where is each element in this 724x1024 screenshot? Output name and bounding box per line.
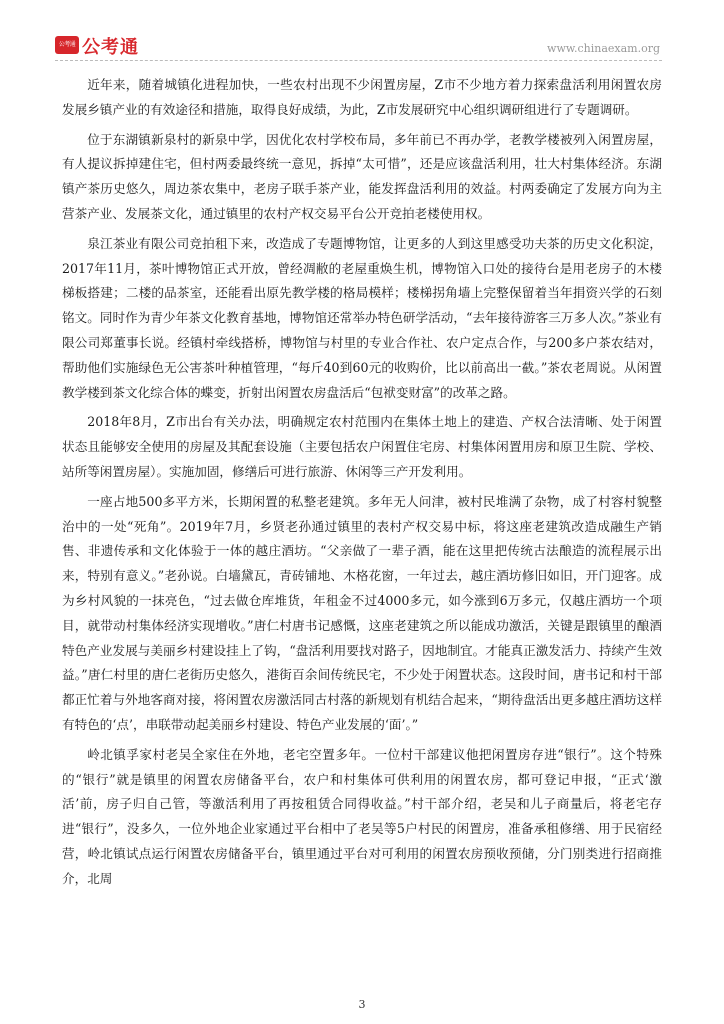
paragraph-4: 2018年8月，Z市出台有关办法，明确规定农村范围内在集体土地上的建造、产权合法清晰、处于闲置状态且能够安全使用的房屋及其配套设施（主要包括农户闲置住宅房、村集体闲置用房和原卫生院、学校、站所等闲置房屋）。实施加固，修缮后可进行旅游、休闲等三产开发利用。 <box>62 414 662 479</box>
page-header <box>0 0 724 64</box>
paragraph-6: 岭北镇孚家村老吴全家住在外地，老宅空置多年。一位村干部建议他把闲置房存进“银行”。这个特殊的“银行”就是镇里的闲置农房储备平台，农户和村集体可供利用的闲置农房，都可登记申报，“正式‘激活’前，房子归自己管，等激活利用了再按租赁合同得收益。”村干部介绍，老吴和儿子商量后，将老宅存进“银行”，没多久，一位外地企业家通过平台相中了老吴等5户村民的闲置房，准备承租修缮、用于民宿经营，岭北镇试点运行闲置农房储备平台，镇里通过平台对可利用的闲置农房预收预储，分门别类进行招商推介，北周 <box>62 746 662 886</box>
article-body <box>62 73 662 897</box>
logo-text: 公考通 <box>82 37 139 58</box>
header-divider <box>55 60 662 61</box>
paragraph-3: 泉江茶业有限公司竞拍租下来，改造成了专题博物馆，让更多的人到这里感受功夫茶的历史文化积淀，2017年11月，茶叶博物馆正式开放，曾经凋敝的老屋重焕生机，博物馆入口处的接待台是用老房子的木楼梯板搭建；二楼的品茶室，还能看出原先教学楼的格局模样；楼梯拐角墙上完整保留着当年捐资兴学的石刻铭文。同时作为青少年茶文化教育基地，博物馆还常举办特色研学活动，“去年接待游客三万多人次。”茶业有限公司郑董事长说。经镇村牵线搭桥，博物馆与村里的专业合作社、农户定点合作，与200多户茶农结对，帮助他们实施绿色无公害茶叶种植管理，“每斤40到60元的收购价，比以前高出一截。”茶农老周说。从闲置教学楼到茶文化综合体的蝶变，折射出闲置农房盘活后“包袱变财富”的改革之路。 <box>62 235 662 400</box>
paragraph-5: 一座占地500多平方米，长期闲置的私整老建筑。多年无人问津，被村民堆满了杂物，成了村容村貌整治中的一处“死角”。2019年7月，乡贤老孙通过镇里的表村产权交易中标，将这座老建筑改造成融生产销售、非遗传承和文化体验于一体的越庄酒坊。“父亲做了一辈子酒，能在这里把传统古法酿造的流程展示出来，特别有意义。”老孙说。白墙黛瓦，青砖铺地、木格花窗，一年过去，越庄酒坊修旧如旧，开门迎客。成为乡村风貌的一抹亮色，“过去做仓库堆货，年租金不过4000多元，如今涨到6万多元，仅越庄酒坊一个项目，就带动村集体经济实现增收。”唐仁村唐书记感慨，这座老建筑之所以能成功激活，关键是跟镇里的酿酒特色产业发展与美丽乡村建设挂上了钩，“盘活利用要找对路子，因地制宜。才能真正激发活力、持续产生效益。”唐仁村里的唐仁老街历史悠久，港街百余间传统民宅，不少处于闲置状态。这段时间，唐书记和村干部都正忙着与外地客商对接，将闲置农房激活同古村落的新规划有机结合起来，“期待盘活出更多越庄酒坊这样有特色的‘点’，串联带动起美丽乡村建设、特色产业发展的‘面’。” <box>62 493 662 732</box>
paragraph-1: 近年来，随着城镇化进程加快，一些农村出现不少闲置房屋，Z市不少地方着力探索盘活利用闲置农房发展乡镇产业的有效途径和措施，取得良好成绩，为此，Z市发展研究中心组织调研组进行了专题调研。 <box>62 77 662 117</box>
paragraph-2: 位于东湖镇新泉村的新泉中学，因优化农村学校布局，多年前已不再办学，老教学楼被列入闲置房屋，有人提议拆掉建住宅，但村两委最终统一意见，拆掉“太可惜”，还是应该盘活利用，壮大村集体经济。东湖镇产茶历史悠久，周边茶农集中，老房子联手茶产业，能发挥盘活利用的效益。村两委确定了发展方向为主营茶产业、发展茶文化，通过镇里的农村产权交易平台公开竞拍老楼使用权。 <box>62 131 662 221</box>
site-url[interactable]: www.chinaexam.org <box>547 42 660 55</box>
logo-badge: 公考通 <box>55 36 79 54</box>
page-number: 3 <box>358 998 366 1011</box>
